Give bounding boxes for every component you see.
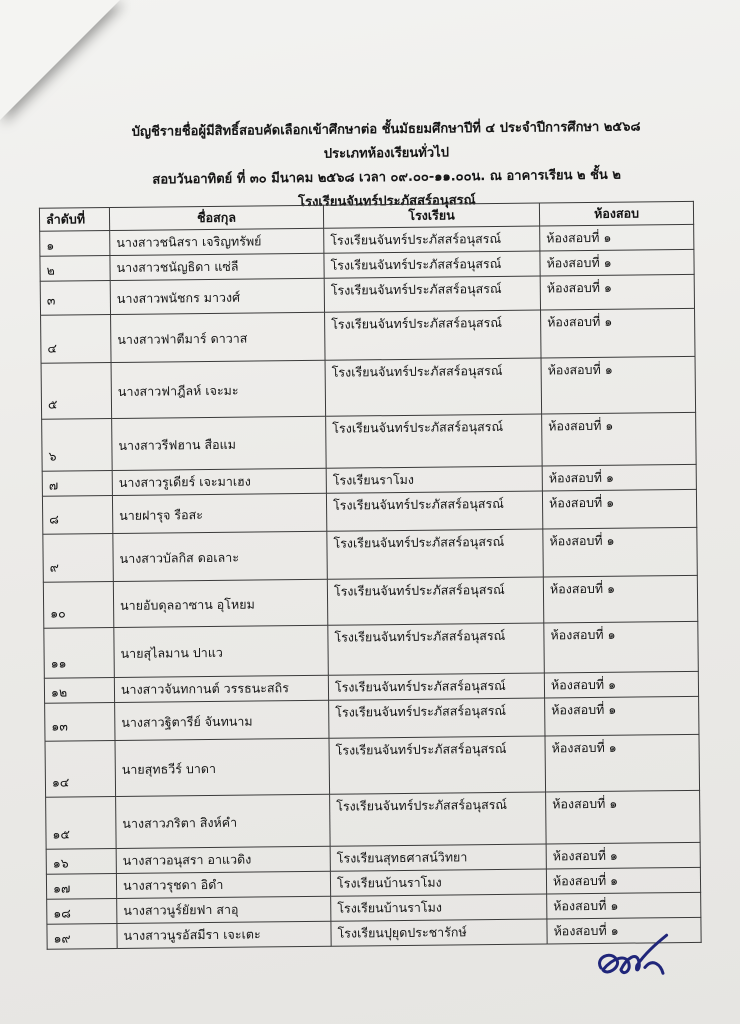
candidate-name: นางสาวรีฟฮาน สือแม	[112, 416, 327, 470]
column-header-no: ลำดับที่	[39, 208, 109, 232]
candidate-name: นางสาวฐิตารีย์ จันทนาม	[115, 700, 329, 740]
exam-room: ห้องสอบที่ ๑	[542, 464, 696, 491]
table-row	[46, 790, 701, 849]
column-header-school: โรงเรียน	[323, 203, 539, 228]
header-category: ประเภทห้องเรียนทั่วไป	[323, 145, 450, 162]
header-schedule: สอบวันอาทิตย์ ที่ ๓๐ มีนาคม ๒๕๖๘ เวลา ๐๙.๐๐-๑๑.๐๐น. ณ อาคารเรียน ๒ ชั้น ๒	[152, 167, 621, 188]
candidate-school: โรงเรียนจันทร์ประภัสสร์อนุสรณ์	[327, 529, 543, 579]
candidate-school: โรงเรียนจันทร์ประภัสสร์อนุสรณ์	[325, 358, 542, 416]
exam-room: ห้องสอบที่ ๑	[547, 917, 701, 944]
exam-room: ห้องสอบที่ ๑	[545, 734, 700, 792]
row-number: ๑	[40, 231, 110, 257]
candidate-name: นางสาวรุชดา อิดำ	[116, 871, 330, 898]
candidate-name: นายสุทธวีร์ บาดา	[115, 738, 330, 796]
candidate-name: นางสาวรูเดียร์ เจะมาเฮง	[112, 468, 326, 495]
candidate-school: โรงเรียนจันทร์ประภัสสร์อนุสรณ์	[324, 276, 540, 312]
candidate-name: นายอับดุลอาซาน อุโหยม	[113, 579, 327, 627]
candidate-school: โรงเรียนสุทธศาสน์วิทยา	[330, 844, 546, 871]
exam-room: ห้องสอบที่ ๑	[543, 575, 697, 623]
table-row	[42, 412, 697, 471]
candidate-school: โรงเรียนจันทร์ประภัสสร์อนุสรณ์	[329, 698, 545, 738]
row-number: ๑๖	[46, 848, 116, 874]
exam-room: ห้องสอบที่ ๑	[546, 790, 701, 844]
candidate-name: นางสาวนูรอัสมีรา เจะเตะ	[117, 921, 331, 948]
row-number: ๑๑	[44, 628, 115, 679]
candidate-school: โรงเรียนจันทร์ประภัสสร์อนุสรณ์	[326, 491, 542, 531]
exam-room: ห้องสอบที่ ๑	[542, 489, 696, 529]
exam-room: ห้องสอบที่ ๑	[541, 308, 695, 358]
candidate-name: นายฝารุจ รือสะ	[112, 493, 326, 533]
row-number: ๑๐	[43, 582, 113, 629]
candidate-school: โรงเรียนจันทร์ประภัสสร์อนุสรณ์	[328, 673, 544, 700]
row-number: ๘	[42, 496, 112, 535]
exam-room: ห้องสอบที่ ๑	[546, 842, 700, 869]
candidate-name: นางสาวชนัญธิดา แซ่ลี	[110, 253, 324, 280]
row-number: ๑๘	[47, 898, 117, 924]
row-number: ๒	[40, 256, 110, 282]
table-row	[41, 308, 695, 363]
candidate-name: นายสุไลมาน ปาแว	[114, 625, 329, 677]
row-number: ๔	[41, 315, 111, 364]
table-row	[43, 527, 697, 582]
candidate-name: นางสาวพนัชกร มาวงศ์	[110, 278, 324, 314]
candidate-name: นางสาวฟาตีมาร์ ดาวาส	[111, 312, 325, 362]
candidate-school: โรงเรียนปุยุดประชารักษ์	[331, 919, 547, 946]
exam-room: ห้องสอบที่ ๑	[546, 867, 700, 894]
row-number: ๕	[41, 363, 112, 420]
signature-mark	[592, 927, 693, 988]
exam-room: ห้องสอบที่ ๑	[544, 621, 699, 673]
candidate-school: โรงเรียนราโมง	[326, 466, 542, 493]
exam-room: ห้องสอบที่ ๑	[542, 412, 697, 466]
candidate-name: นางสาวนูร์ยัยฟา สาอุ	[117, 896, 331, 923]
candidate-school: โรงเรียนจันทร์ประภัสสร์อนุสรณ์	[329, 736, 546, 794]
header-school: โรงเรียนจันทร์ประภัสสร์อนุสรณ์	[297, 193, 476, 211]
exam-room: ห้องสอบที่ ๑	[540, 249, 694, 276]
candidate-name: นางสาวชนิสรา เจริญทรัพย์	[110, 228, 324, 255]
candidate-school: โรงเรียนบ้านราโมง	[331, 894, 547, 921]
column-header-room: ห้องสอบ	[539, 201, 693, 226]
exam-room: ห้องสอบที่ ๑	[541, 356, 696, 414]
candidate-school: โรงเรียนจันทร์ประภัสสร์อนุสรณ์	[330, 792, 547, 846]
candidate-school: โรงเรียนจันทร์ประภัสสร์อนุสรณ์	[328, 623, 545, 675]
row-number: ๑๒	[44, 678, 114, 704]
exam-room: ห้องสอบที่ ๑	[540, 274, 694, 310]
header-title: บัญชีรายชื่อผู้มีสิทธิ์สอบคัดเลือกเข้าศึกษาต่อ ชั้นมัธยมศึกษาปีที่ ๔ ประจำปีการศึกษา ๒๕๖๘	[131, 119, 641, 140]
candidate-name: นางสาวบัลกิส ดอเลาะ	[113, 531, 327, 581]
candidate-school: โรงเรียนจันทร์ประภัสสร์อนุสรณ์	[327, 577, 543, 625]
table-row	[41, 356, 696, 419]
row-number: ๖	[42, 419, 113, 472]
candidate-school: โรงเรียนจันทร์ประภัสสร์อนุสรณ์	[324, 251, 540, 278]
table-row	[43, 575, 697, 628]
table-row	[44, 621, 698, 678]
candidate-school: โรงเรียนจันทร์ประภัสสร์อนุสรณ์	[324, 226, 540, 253]
exam-room: ห้องสอบที่ ๑	[547, 892, 701, 919]
exam-room: ห้องสอบที่ ๑	[545, 696, 699, 736]
table-body	[40, 224, 701, 949]
row-number: ๑๙	[47, 923, 117, 949]
candidate-school: โรงเรียนบ้านราโมง	[330, 869, 546, 896]
row-number: ๑๕	[46, 796, 117, 849]
candidate-name: นางสาวภริตา สิงห์คำ	[116, 794, 331, 848]
candidate-school: โรงเรียนจันทร์ประภัสสร์อนุสรณ์	[325, 310, 541, 360]
column-header-name: ชื่อสกุล	[109, 205, 323, 230]
row-number: ๓	[40, 281, 110, 316]
exam-room: ห้องสอบที่ ๑	[540, 224, 694, 251]
candidate-school: โรงเรียนจันทร์ประภัสสร์อนุสรณ์	[326, 414, 543, 468]
candidate-table	[39, 201, 702, 950]
row-number: ๙	[43, 534, 113, 583]
row-number: ๗	[42, 471, 112, 497]
exam-room: ห้องสอบที่ ๑	[543, 527, 697, 577]
candidate-name: นางสาวจันทกานต์ วรรธนะสถิร	[114, 675, 328, 702]
row-number: ๑๗	[46, 873, 116, 899]
table-row	[45, 734, 700, 797]
exam-room: ห้องสอบที่ ๑	[544, 671, 698, 698]
row-number: ๑๓	[45, 702, 115, 741]
row-number: ๑๔	[45, 740, 116, 797]
candidate-name: นางสาวฟาฎีลห์ เจะมะ	[111, 360, 326, 418]
candidate-name: นางสาวอนุสรา อาแวดิง	[116, 846, 330, 873]
